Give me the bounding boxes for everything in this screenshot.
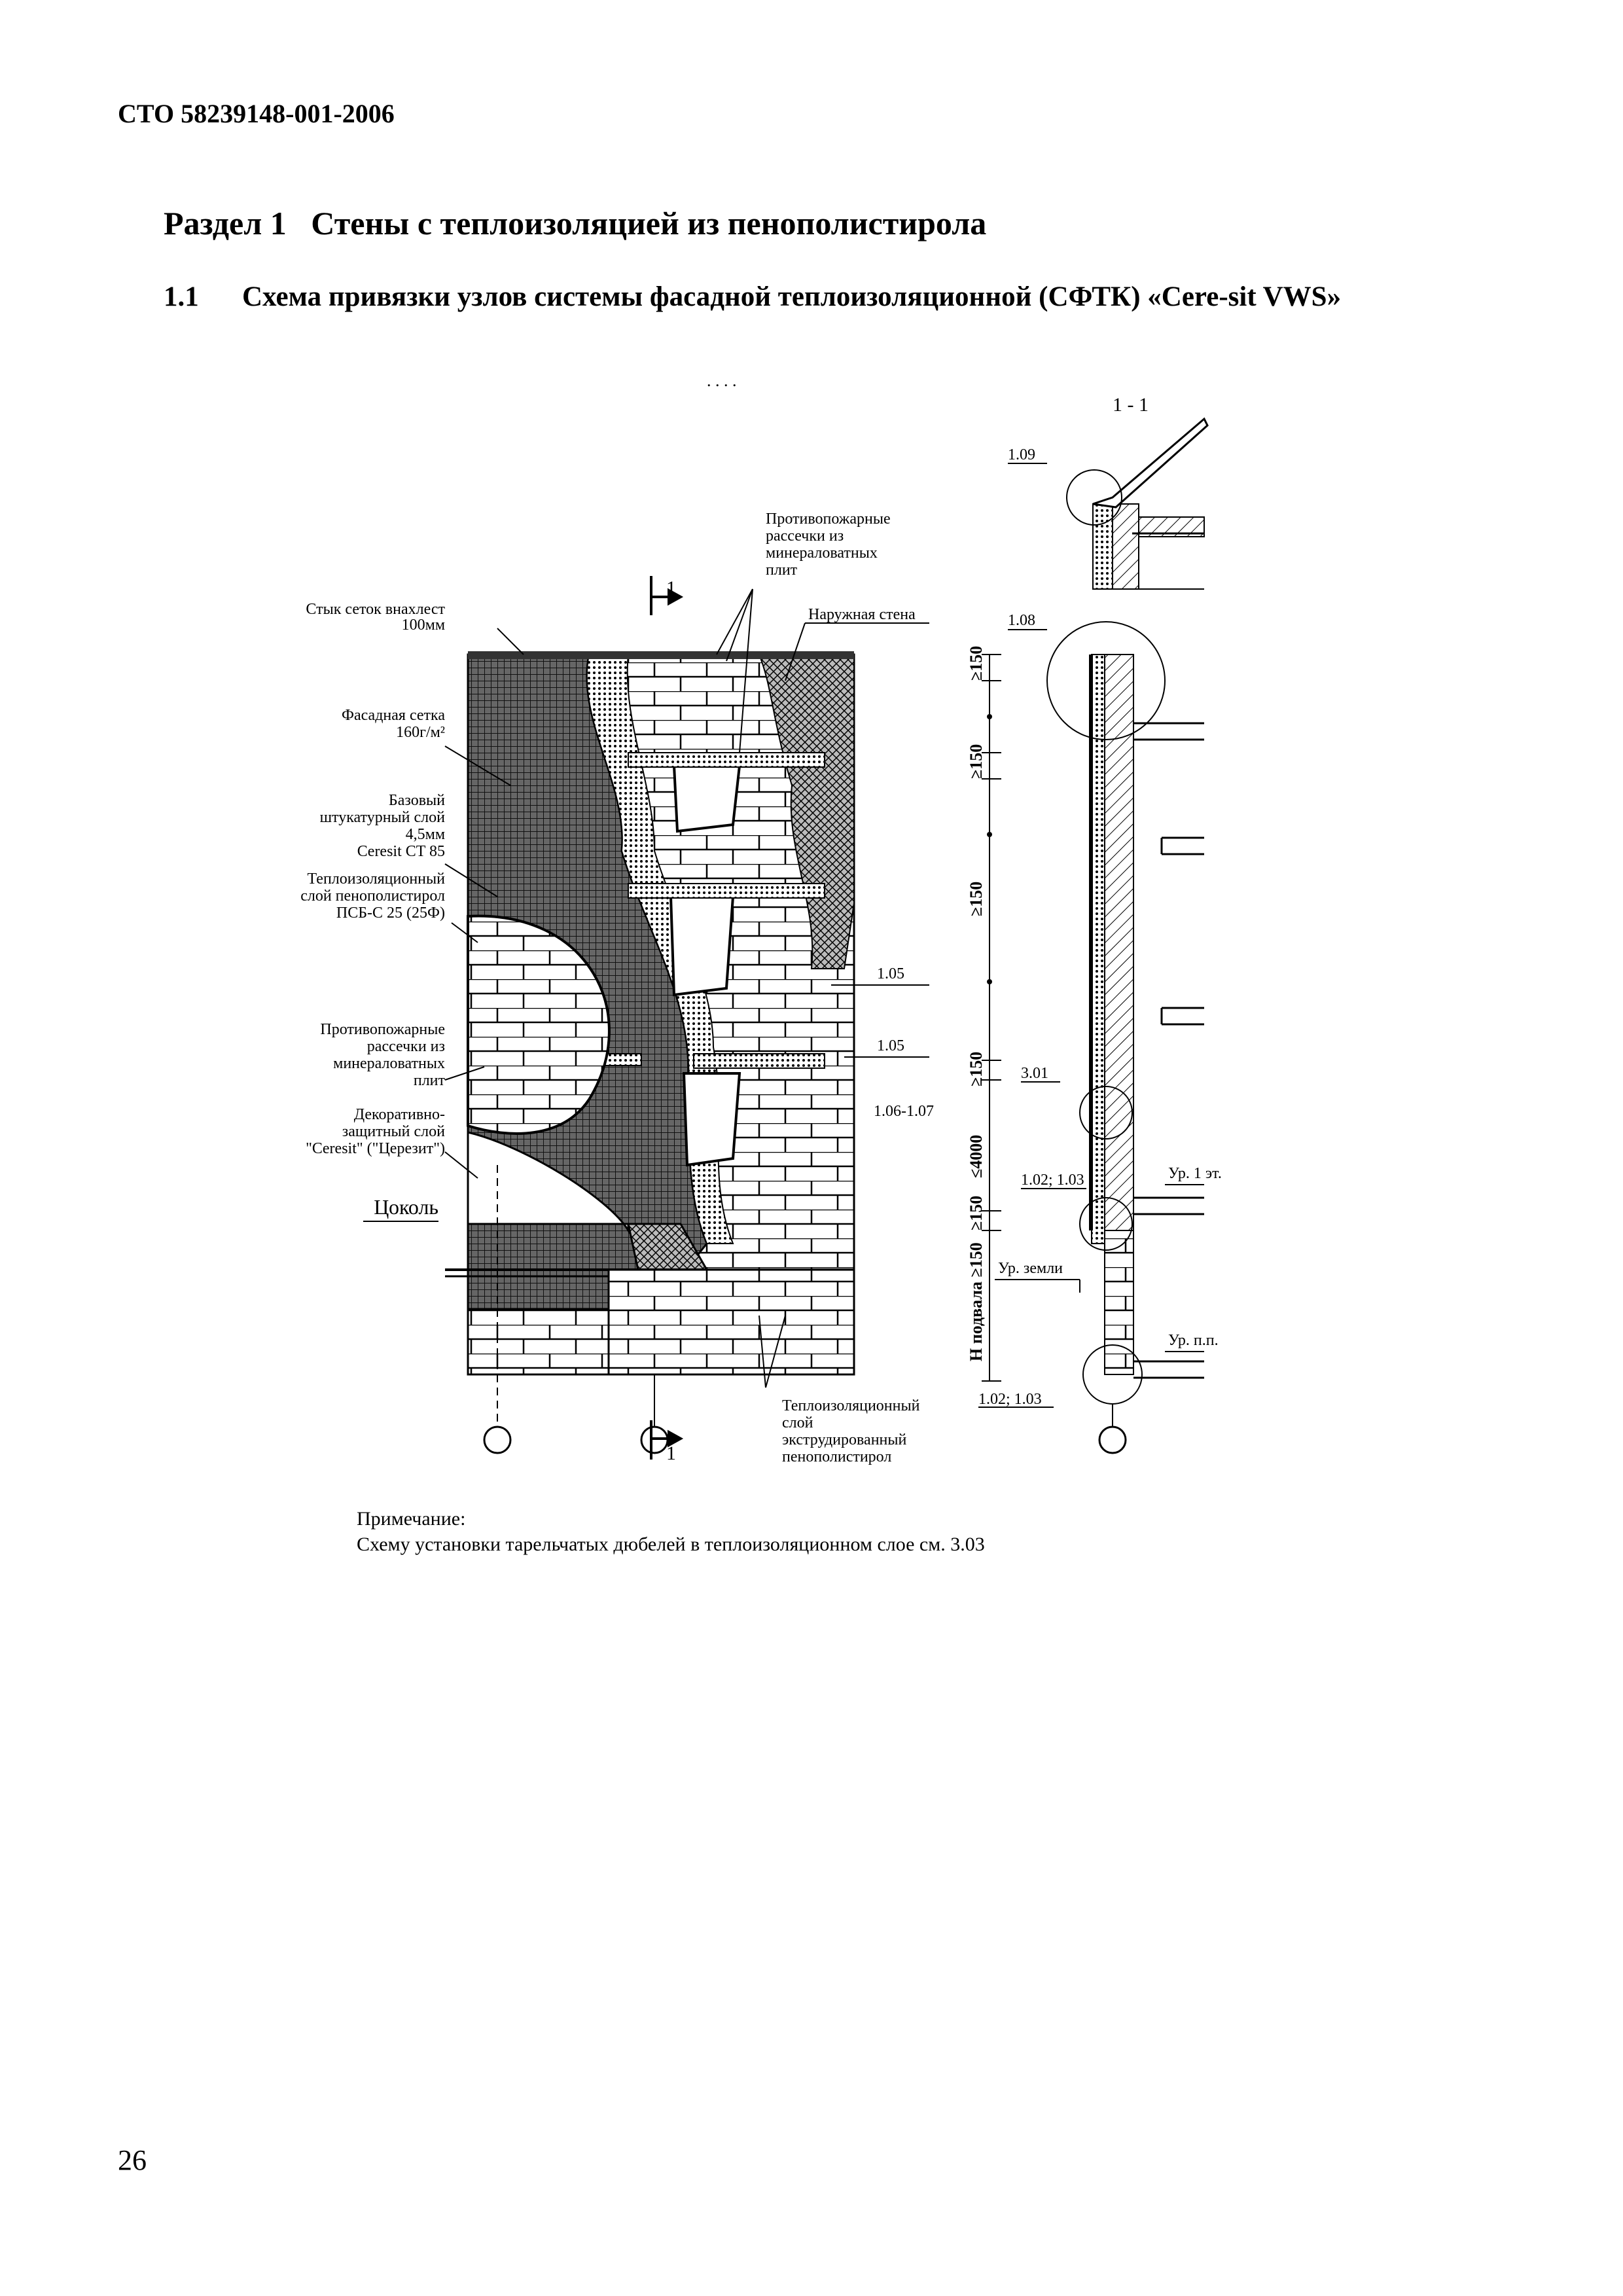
label-base-coat-3: 4,5мм <box>405 826 445 843</box>
section-number: Раздел 1 <box>164 205 287 242</box>
level-floor1: Ур. 1 эт. <box>1168 1165 1222 1182</box>
label-base-coat-2: штукатурный слой <box>319 809 445 826</box>
ref-301: 3.01 <box>1021 1065 1048 1082</box>
label-firebreak-left-3: минераловатных <box>333 1055 445 1072</box>
ref-108: 1.08 <box>1008 612 1035 629</box>
ref-102-a: 1.02; 1.03 <box>1021 1172 1084 1189</box>
label-mesh-overlap: Стык сеток внахлест <box>306 601 445 618</box>
label-base-coat-4: Ceresit CT 85 <box>357 843 445 860</box>
ref-105-a: 1.05 <box>877 965 904 982</box>
label-mesh-overlap-size: 100мм <box>401 617 445 634</box>
dim-4: ≥150 <box>967 1051 986 1086</box>
section-title: Стены с теплоизоляцией из пенополистирола <box>311 205 987 242</box>
label-firebreak-top-3: минераловатных <box>766 545 878 562</box>
ref-102-b: 1.02; 1.03 <box>978 1391 1042 1408</box>
top-dots: . . . . <box>707 371 737 390</box>
top-annotations <box>766 511 916 623</box>
label-firebreak-left-2: рассечки из <box>366 1038 445 1055</box>
dim-3: ≥150 <box>967 881 986 916</box>
label-outer-wall: Наружная стена <box>808 606 916 623</box>
label-xps-1: Теплоизоляционный <box>782 1397 920 1414</box>
label-finish-1: Декоративно- <box>353 1106 445 1123</box>
ref-106-107: 1.06-1.07 <box>874 1103 934 1120</box>
label-facade-mesh-density: 160г/м² <box>396 724 445 741</box>
dim-5: ≥150 <box>967 1195 986 1230</box>
label-facade-mesh: Фасадная сетка <box>342 707 445 724</box>
section-1-1 <box>995 394 1222 1453</box>
ref-105-b: 1.05 <box>877 1037 904 1054</box>
label-firebreak-top-4: плит <box>766 562 798 579</box>
page-number: 26 <box>118 2144 147 2176</box>
note-text: Схему установки тарельчатых дюбелей в теплоизоляционном слое см. 3.03 <box>357 1534 985 1555</box>
dim-1: ≥150 <box>967 645 986 681</box>
note-title: Примечание: <box>357 1508 466 1530</box>
label-xps-3: экструдированный <box>782 1431 907 1448</box>
label-xps-2: слой <box>782 1414 813 1431</box>
label-finish-3: "Ceresit" ("Церезит") <box>306 1140 445 1157</box>
level-basement-floor: Ур. п.п. <box>1168 1332 1219 1349</box>
label-eps-3: ПСБ-С 25 (25Ф) <box>336 905 445 922</box>
label-finish-2: защитный слой <box>342 1123 445 1140</box>
dim-2: ≥150 <box>967 744 986 779</box>
label-firebreak-left-1: Противопожарные <box>320 1021 445 1038</box>
subsection-title: Схема привязки узлов системы фасадной теплоизоляционной (СФТК) «Cere-sit VWS» <box>242 281 1342 312</box>
section-mark-bottom: 1 <box>666 1443 676 1464</box>
document-code: СТО 58239148-001-2006 <box>118 99 395 128</box>
left-annotations <box>300 601 445 1219</box>
dimension-chain <box>967 646 1001 1381</box>
label-firebreak-top-1: Противопожарные <box>766 511 891 528</box>
label-firebreak-top-2: рассечки из <box>766 528 844 545</box>
level-ground: Ур. земли <box>998 1260 1063 1277</box>
label-firebreak-left-4: плит <box>413 1072 445 1089</box>
ref-109: 1.09 <box>1008 446 1035 463</box>
section-title-label: 1 - 1 <box>1113 394 1149 416</box>
label-plinth: Цоколь <box>374 1195 438 1219</box>
subsection-number: 1.1 <box>164 281 199 312</box>
label-eps-2: слой пенополистирол <box>300 888 445 905</box>
label-base-coat-1: Базовый <box>388 792 445 809</box>
dim-7: Н подвала ≥150 <box>967 1242 986 1361</box>
section-mark-top: 1 <box>666 577 676 599</box>
bottom-annotation <box>782 1397 920 1465</box>
dim-6: ≤4000 <box>967 1134 986 1178</box>
label-eps-1: Теплоизоляционный <box>307 870 445 888</box>
label-xps-4: пенополистирол <box>782 1448 892 1465</box>
